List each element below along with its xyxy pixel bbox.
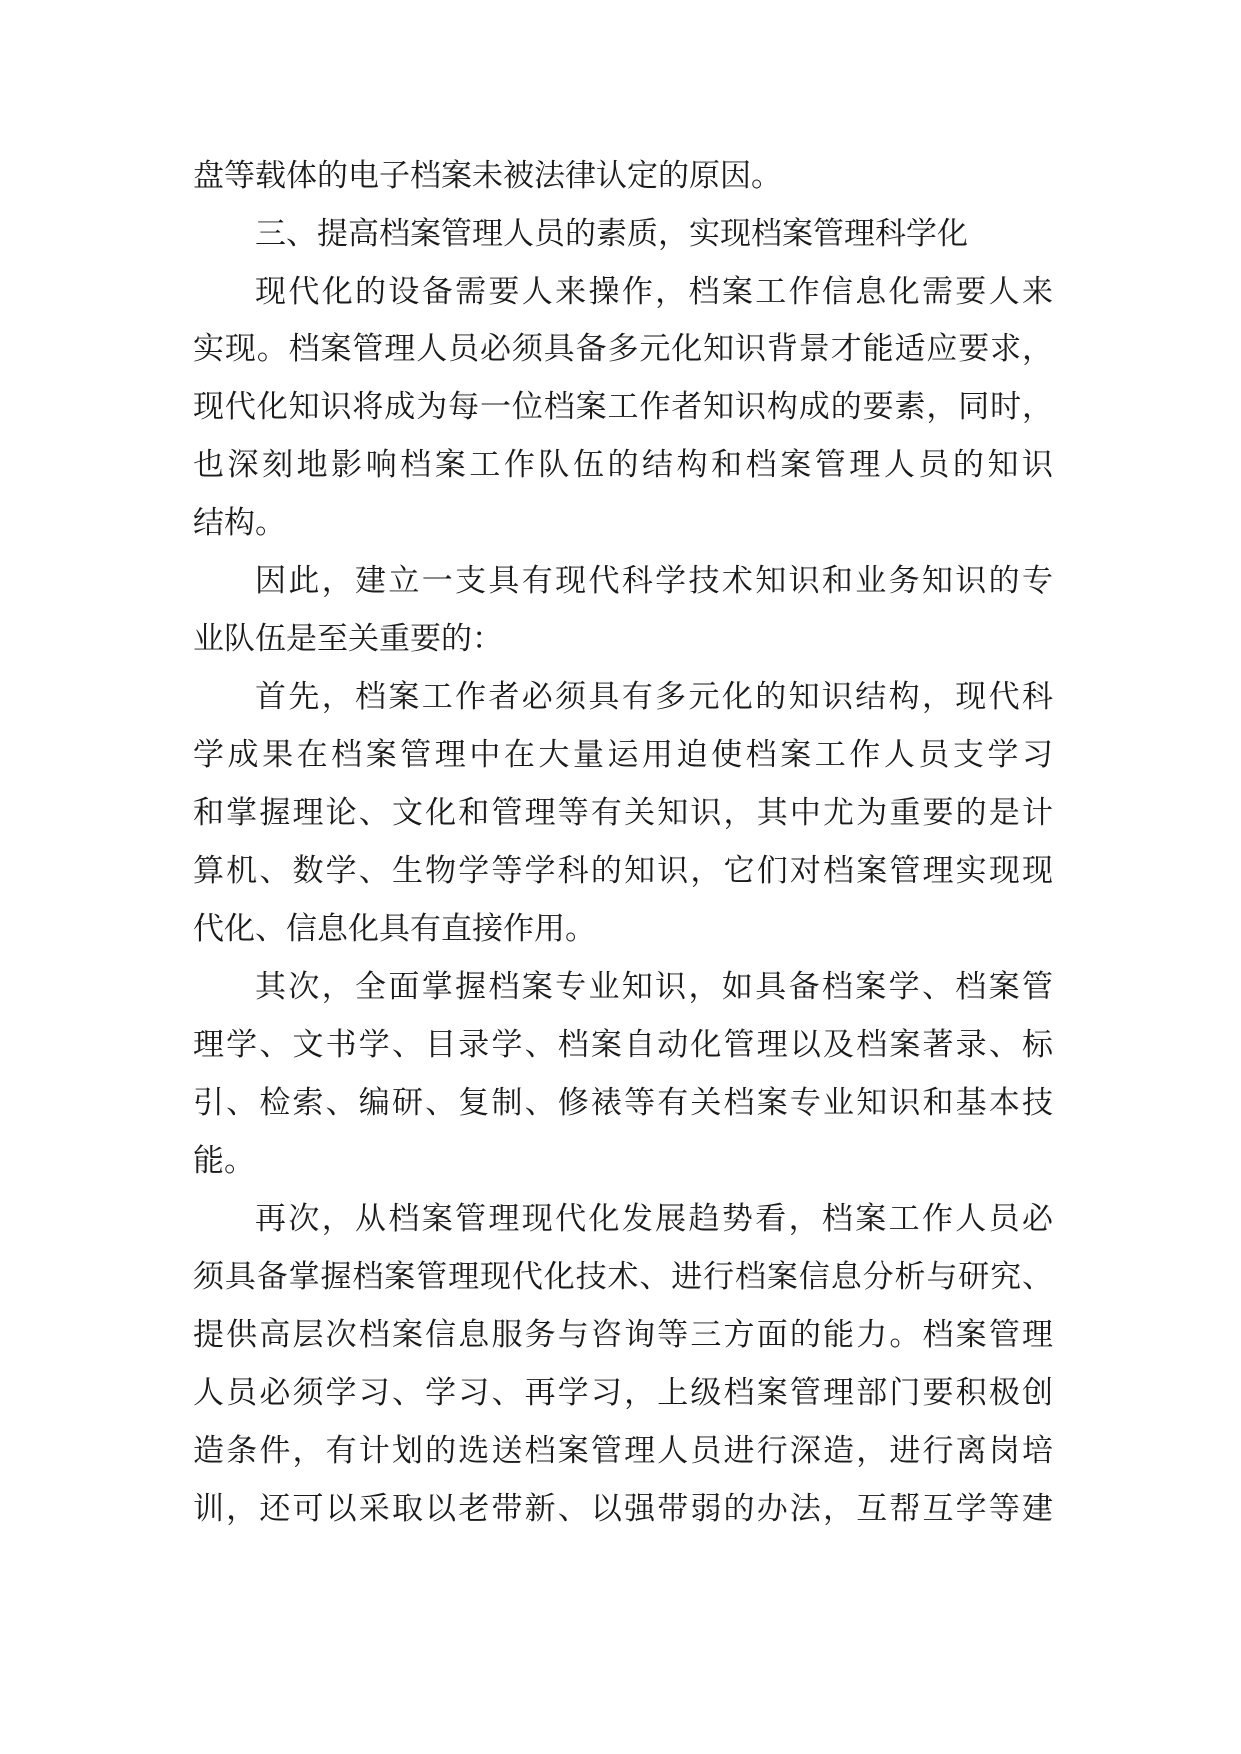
text-line-24: 训，还可以采取以老带新、以强带弱的办法，互帮互学等建: [193, 1491, 1053, 1527]
text-line-19: 再次，从档案管理现代化发展趋势看，档案工作人员必: [255, 1201, 1053, 1237]
text-line-11: 学成果在档案管理中在大量运用迫使档案工作人员支学习: [193, 737, 1053, 773]
text-line-21: 提供高层次档案信息服务与咨询等三方面的能力。档案管理: [193, 1317, 1053, 1353]
text-line-22: 人员必须学习、学习、再学习，上级档案管理部门要积极创: [193, 1375, 1053, 1411]
section-heading: 三、提高档案管理人员的素质，实现档案管理科学化: [255, 216, 968, 252]
text-line-18: 能。: [193, 1143, 255, 1179]
text-line-9: 业队伍是至关重要的：: [193, 621, 503, 657]
text-line-10: 首先，档案工作者必须具有多元化的知识结构，现代科: [255, 679, 1053, 715]
text-line-17: 引、检索、编研、复制、修裱等有关档案专业知识和基本技: [193, 1085, 1053, 1121]
text-line-15: 其次，全面掌握档案专业知识，如具备档案学、档案管: [255, 969, 1053, 1005]
text-line-7: 结构。: [193, 505, 286, 541]
text-line-6: 也深刻地影响档案工作队伍的结构和档案管理人员的知识: [193, 447, 1053, 483]
text-line-3: 现代化的设备需要人来操作，档案工作信息化需要人来: [255, 274, 1053, 310]
text-line-12: 和掌握理论、文化和管理等有关知识，其中尤为重要的是计: [193, 795, 1053, 831]
text-line-20: 须具备掌握档案管理现代化技术、进行档案信息分析与研究、: [193, 1259, 1053, 1295]
text-line-16: 理学、文书学、目录学、档案自动化管理以及档案著录、标: [193, 1027, 1053, 1063]
text-line-8: 因此，建立一支具有现代科学技术知识和业务知识的专: [255, 563, 1053, 599]
text-line-4: 实现。档案管理人员必须具备多元化知识背景才能适应要求，: [193, 331, 1053, 367]
text-line-14: 代化、信息化具有直接作用。: [193, 911, 596, 947]
text-line-23: 造条件，有计划的选送档案管理人员进行深造，进行离岗培: [193, 1433, 1053, 1469]
text-line-13: 算机、数学、生物学等学科的知识，它们对档案管理实现现: [193, 853, 1053, 889]
text-line-5: 现代化知识将成为每一位档案工作者知识构成的要素，同时，: [193, 389, 1053, 425]
text-line-1: 盘等载体的电子档案未被法律认定的原因。: [193, 158, 782, 194]
